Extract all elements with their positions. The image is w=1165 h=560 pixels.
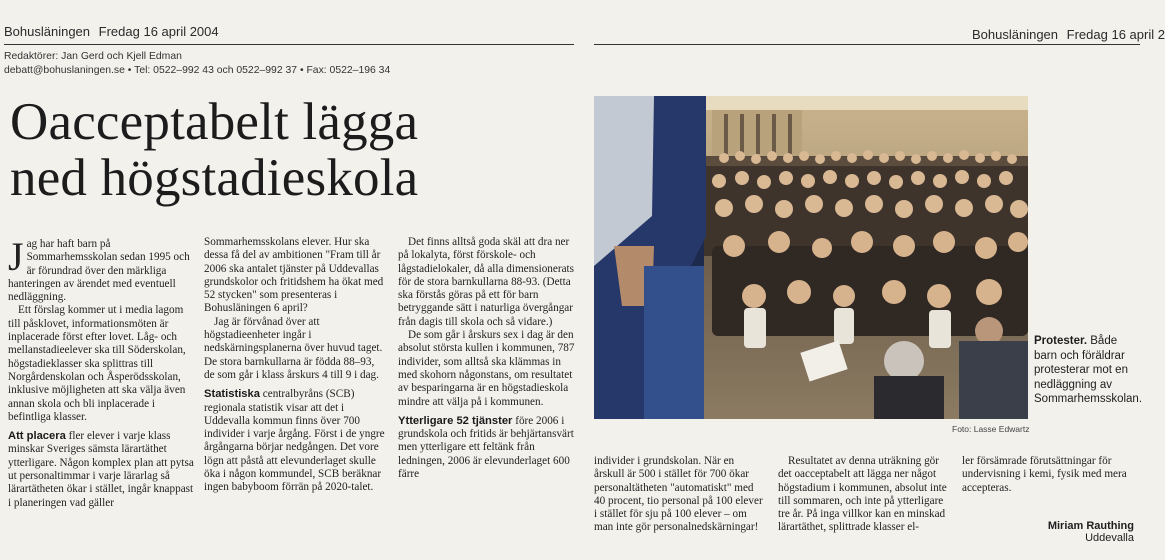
paragraph: Resultatet av denna uträkning gör det oacceptabelt att lägga ner något högstadium i kommunen, absolut inte till sommaren, och inte på ytterligare tre år. På inga villkor kan en minskad lärartäthet, splittrade klasser el- — [778, 455, 947, 534]
caption-text: Både barn och föräldrar protesterar mot en nedläggning av Sommarhemsskolan. — [1034, 335, 1143, 405]
paragraph: Ett förslag kommer ut i media lagom till påsklovet, informationsmöten är inplacerade först efter lovet. Låg- och mellanstadieelever ska till Söderskolan, högstadieklasser ska splittras till Norgårdenskolan och Åsperödsskolan, inklusive möjligheten att ska välja även annan skola och bli inplacerade i befintliga klasser. — [8, 304, 186, 423]
paragraph: Statistiska centralbyråns (SCB) regionala statistik visar att det i Uddevalla kommun finns över 700 individer i varje årgång. Först i de yngre årgångarna börjar nedgången. Det vore lögn att påstå att elevunderlaget skulle öka i någon kommundel, SCB beräknar ingen babyboom förrän på 2020-talet. — [204, 388, 385, 494]
article-column-1 — [8, 234, 194, 556]
lead-in: Ytterligare 52 tjänster — [398, 414, 513, 427]
signature-name: Miriam Rauthing — [1047, 520, 1134, 532]
headline-line-2: ned högstadieskola — [10, 149, 419, 207]
paper-name: Bohusläningen — [4, 24, 91, 39]
paragraph: Att placera fler elever i varje klass minskar Sveriges sämsta lärartäthet ytterligare. Någon komplex plan att pytsa ut personaltimmar i varje lärarlag så lärartätheten ökar i stället, ingår knappast i planeringen vad gäller — [8, 430, 194, 509]
paragraph: Sommarhemsskolans elever. Hur ska dessa få del av ambitionen "Fram till år 2006 ska antalet tjänster på Uddevallas grundskolor och fritidshem ha ökat med 52 stycken" som presenteras i Bohusläningen 6 april? — [204, 236, 384, 315]
article-column-3 — [398, 236, 578, 556]
left-page-header — [4, 24, 219, 39]
article-column-4 — [594, 455, 764, 557]
paragraph: individer i grundskolan. När en årskull är 500 i stället för 700 ökar personaltätheten "automatiskt" med 40 procent, tio personal på 100 elever i stället för sju på 100 elever – om man inte gör personalnedskärningar! — [594, 455, 763, 534]
right-page-header — [972, 27, 1165, 42]
article-column-2 — [204, 236, 386, 556]
headline-line-1: Oacceptabelt lägga — [10, 93, 419, 151]
headline — [10, 94, 580, 206]
signature — [980, 520, 1134, 544]
article-column-5 — [778, 455, 950, 557]
paragraph: ler försämrade förutsättningar för undervisning i kemi, fysik med mera accepteras. — [962, 455, 1127, 494]
contact-line: debatt@bohuslaningen.se • Tel: 0522–992 43 och 0522–992 37 • Fax: 0522–196 34 — [4, 65, 391, 76]
paragraph: Det finns alltså goda skäl att dra ner på lokalyta, först förskole- och lågstadielokaler, då alla dimensionerats för de stora barnkullarna 88-93. (Detta ska förstås göras på ett för barn betryggande sätt i naturliga övergångar från dagis till skola och så vidare.) — [398, 236, 575, 328]
page-date: Fredag 16 april 2004 — [98, 24, 219, 39]
drop-cap: J — [8, 234, 24, 279]
photo-caption — [1034, 334, 1143, 407]
paragraph: Ytterligare 52 tjänster före 2006 i grundskola och fritids är behjärtansvärt men ytterligare ett feltänk från ledningen, 2006 är elevunderlaget 600 färre — [398, 414, 574, 481]
caption-title: Protester. — [1034, 335, 1088, 347]
header-rule-right — [594, 44, 1140, 45]
protest-photo — [594, 96, 1028, 419]
paragraph: Jag har haft barn på Sommarhemsskolan sedan 1995 och är förundrad över den märkliga hanteringen av ärendet med eventuell nedläggning. — [8, 234, 190, 304]
page-date: Fredag 16 april 2 — [1066, 27, 1165, 42]
article-column-6 — [962, 455, 1134, 505]
photo-illustration — [594, 96, 1028, 419]
paper-name: Bohusläningen — [972, 27, 1059, 42]
signature-place: Uddevalla — [1085, 532, 1134, 544]
paragraph: De som går i årskurs sex i dag är den absolut största kullen i kommunen, 787 individer, som alltså ska klämmas in med skohorn någonstans, om resultatet av besparingarna är en högstadieskola mindre att välja på i kommunen. — [398, 329, 575, 408]
header-rule-left — [4, 44, 574, 45]
paragraph: Jag är förvånad över att högstadieenheter ingår i nedskärningsplanerna över huvud taget. De stora barnkullarna är födda 88–93, de som går i klass årskurs 4 till 9 i dag. — [204, 315, 383, 381]
lead-in: Att placera — [8, 430, 66, 443]
editors-line: Redaktörer: Jan Gerd och Kjell Edman — [4, 51, 182, 62]
photo-credit: Foto: Lasse Edwartz — [952, 424, 1030, 434]
lead-in: Statistiska — [204, 388, 260, 401]
